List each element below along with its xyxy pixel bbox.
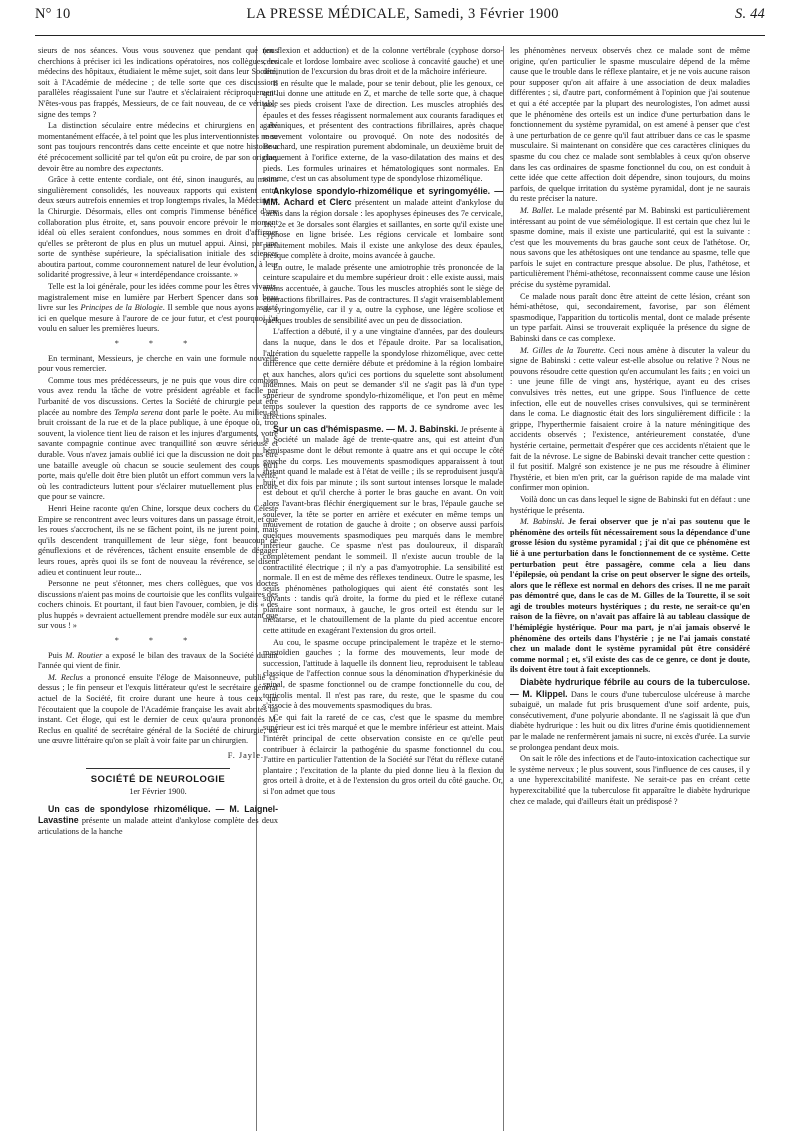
paragraph: M. Gilles de la Tourette. Ceci nous amène à discuter la valeur du signe de Babinski : cette valeur est-elle absolue ou relative ? Nous ne pouvons résoudre cette question qu'en accumulant les faits ; en voici un : une jeune fille de vingt ans, hystérique, ayant eu des crises convulsives très nettes, eut une grippe. Sous l'influence de cette infection, elle eut de nouvelles crises convulsives, qui se terminèrent dans le coma. Le diagnostic était des lors singulièrement difficile : la grippe, l'hyperthermie faisaient croire à la nature méningitique des accidents observés ; l'existence, antérieurement constatée, d'une hystérie certaine, permettait d'espérer que ces accidents n'étaient que le fait de la névrose. Le signe de Babinski devait trancher cette question : il fut positif. Malgré son existence je ne pus me résoudre à éliminer l'hystérie, et bien m'en prit, car la guérison rapide de ma malade vint confirmer mon opinion. <box>510 345 750 493</box>
paragraph: Telle est la loi générale, pour les idées comme pour les êtres vivants, magistralement mise en lumière par Herbert Spencer dans son beau livre sur les Principes de la Biologie. Il semble que nous ayons assisté ici en quelque mesure à l'aurore de ce jour futur, et c'est pourquoi j'ai voulu en saluer les premières lueurs. <box>38 282 278 334</box>
paragraph: L'affection a débuté, il y a une vingtaine d'années, par des douleurs dans la nuque, dans le dos et l'épaule droite. Par sa localisation, l'altération du squelette rappelle la spondylose rhizomélique, avec cette différence que cette dernière débute et prédomine à la région lombaire et aux hanches, alors qu'ici ces portions du squelette sont absolument indemnes. Mais on peut se demander s'il ne s'agit pas là d'un type supérieur de syndrome spondylo-rhizomélique, et l'on peut en même temps soulever la question des rapports de ce syndrome avec les affections spinales. <box>263 327 503 422</box>
paragraph: Personne ne peut s'étonner, mes chers collègues, que vos doctes discussions n'aient pas moins de courtoisie que les conflits vulgaires des cochers chinois. Et pourtant, il faut bien l'avouer, combien, je dis « des plus huppés » devraient actuellement prendre modèle sur eux autant que sur vous ! » <box>38 579 278 631</box>
column-2 <box>263 46 503 1136</box>
paragraph: Comme tous mes prédécesseurs, je ne puis que vous dire combien vous avez rendu la tâche de votre président agréable et facile par l'urbanité de vos discussions. Certes la Société de chirurgie peut être placée au nombre des Templa serena dont parle le poète. Au milieu du bruit croissant de la rue et de la place publique, à une époque où, trop souvent, la violence tient lieu de raison et les injures d'arguments, votre savante compagnie continue avec tranquillité son œuvre sérieuse et durable. Vous n'avez jamais oublié ici que la discussion ne doit pas être une bataille aveugle où chacun se soucie seulement des coups qu'il porte, mais qu'elle doit être bien plutôt un effort commun vers la vérité, où les contradicteurs luttent pour s'éclairer mutuellement plus encore que pour se vaincre. <box>38 375 278 502</box>
paragraph: En terminant, Messieurs, je cherche en vain une formule nouvelle pour vous remercier. <box>38 353 278 374</box>
paragraph: On sait le rôle des infections et de l'auto-intoxication cachectique sur le système nerveux ; le plus souvent, sous l'influence de ces causes, il y a une hyperexcitabilité manifeste. Ne serait-ce pas en créant cette hyperexcitabilité que la tuberculose fit apparaître le diabète hydrurique chez ce malade, qui d'ailleurs était un prédisposé ? <box>510 754 750 806</box>
masthead-title: LA PRESSE MÉDICALE, Samedi, 3 Février 1900 <box>246 6 559 22</box>
paragraph: (en flexion et adduction) et de la colonne vertébrale (cyphose dorso-cervicale et lordose lombaire avec scoliose à concavité gauche) et une diminution de l'excursion du bras droit et de la mâchoire inférieure. <box>263 46 503 77</box>
paragraph: M. Ballet. Le malade présenté par M. Babinski est particulièrement intéressant au point de vue séméiologique. Il est certain que chez lui le spasme domine, mais il existe une particularité, qui est la suivante : c'est que les mouvements du bras gauche sont ceux de l'athétose. Or, nous savons que les athétosiques ont une tendance au spasme, telle que parfois le sujet en contracture presque absolue. De plus, l'athétose, et particulièrement l'hémi-athétose, reconnaissent comme cause une lésion précise du système pyramidal. <box>510 205 750 290</box>
paragraph: Il en résulte que le malade, pour se tenir debout, plie les genoux, ce qui lui donne une attitude en Z, et marche de telle sorte que, à chaque pas, ses pieds croisent l'axe de direction. Les muscles atrophiés des épaules et des fesses réagissent normalement aux courants faradiques et galvaniques, et présentent des contractions fibrillaires, après chaque mouvement volontaire ou provoqué. On note des nodosités de Bouchard, une respiration purement abdominale, un deuxième bruit de claquement à l'orifice externe, de la vaso-dilatation des mains et des pieds. Les formules urinaires et hématologiques sont normales. En somme, c'est un cas absolument type de spondylose rhizomélique. <box>263 78 503 184</box>
issue-number: N° 10 <box>35 6 71 22</box>
paragraph: M. Reclus a prononcé ensuite l'éloge de Maisonneuve, publié ci-dessus ; le fin penseur et l'exquis littérateur qu'est le secrétaire général actuel de la Société, fit croire durant une heure à tous ceux qui l'écoutaient que la coupole de l'Académie française les avait abrités un instant. Cet éloge, qui est le dernier de ceux qu'aura prononcés M. Reclus en qualité de secrétaire général de la Société de chirurgie, est une œuvre littéraire qu'on se plaît à voir faite par un chirurgien. <box>38 672 278 746</box>
section-stars: * * * <box>114 636 202 646</box>
section-heading: SOCIÉTÉ DE NEUROLOGIE <box>90 773 226 785</box>
paragraph: M. Babinski. Je ferai observer que je n'ai pas soutenu que le phénomène des orteils fût nécessairement sous la dépendance d'une grosse lésion du système pyramidal ; j'ai dit que ce phénomène est lié à une perturbation dans le fonctionnement de ce système. Cette perturbation peut être passagère, comme cela a lieu dans l'épilepsie, où pendant la crise on peut observer le signe des orteils, alors que le réflexe est normal en dehors des crises. Il ne me paraît pas démontré que, dans le cas de M. Gilles de la Tourette, il se soit agi de troubles moteurs hystériques ; du reste, ne serait-ce qu'en raison de la fièvre, on n'avait pas affaire là au tableau classique de l'hémiplégie hystérique. Pour ma part, je n'ai jamais observé le phénomène des orteils dans l'hystérie ; je ne l'ai jamais constaté chez un malade dont le système pyramidal pût être considéré comme normal ; et, s'il existe des cas de ce genre, ce dont je doute, ils doivent être tout à fait exceptionnels. <box>510 517 750 675</box>
paragraph: Un cas de spondylose rhizomélique. — M. Laignel-Lavastine présente un malade atteint d'ankylose complète des deux articulations de la hanche <box>38 803 278 836</box>
section-divider <box>86 768 230 769</box>
section-stars: * * * <box>114 339 202 349</box>
paragraph: les phénomènes nerveux observés chez ce malade sont de même origine, qu'en particulier le spasme musculaire dépend de la même cause que le trouble dans le réflexe plantaire, et je ne vois aucune raison pour supposer qu'on ait affaire à une association de deux maladies différentes ; si, d'autre part, conformément à l'opinion que j'ai soutenue et qui a été acceptée par la plupart des neurologistes, l'on admet aussi que le phénomène des orteils est un indice d'une perturbation dans le fonctionnement du système pyramidal, on est amené à penser que c'est à une perturbation de ce genre qu'il faut attribuer dans ce cas le spasme musculaire. Si maintenant on considère que ces caractères cliniques du spasme du cou chez ce malade sont semblables à ceux qu'on observe dans les cas ordinaires de spasme fonctionnel du cou, on est conduit à cette idée que cette affection doit dépendre, sinon toujours, du moins parfois, de quelque irritation du système pyramidal, dont je ne saurais du reste préciser la nature. <box>510 46 750 204</box>
page-number: S. 44 <box>735 6 765 22</box>
column-divider <box>503 46 504 1131</box>
paragraph: Puis M. Routier a exposé le bilan des travaux de la Société durant l'année qui vient de finir. <box>38 650 278 671</box>
paragraph: Henri Heine raconte qu'en Chine, lorsque deux cochers du Céleste Empire se rencontrent avec leurs voitures dans un passage étroit, et que les roues s'accrochent, ils ne se fâchent point, ils ne jurent point, mais qu'ils descendent tranquillement de leur siège, font beaucoup de génuflexions et de révérences, tâchent ensuite ensemble de dégager leurs roues, après quoi ils se font de nouveau la révérence, se disent adieu et continuent leur route... <box>38 503 278 577</box>
paragraph: Voilà donc un cas dans lequel le signe de Babinski fut en défaut : une hystérique le présenta. <box>510 494 750 515</box>
author-signature: F. Jayle. <box>227 751 264 760</box>
paragraph: Ankylose spondylo-rhizomélique et syringomyélie. — MM. Achard et Clerc présentent un malade atteint d'ankylose du rachis dans la région dorsale : les apophyses épineuses des 7e cervicale, 1re, 2e et 3e dorsales sont élargies et saillantes, en sorte qu'il existe une cyphose en ligne brisée. Les régions cervicale et lombaire sont parfaitement mobiles. Mais il existe une ankylose des deux épaules, presque complète à droite, moins avancée à gauche. <box>263 185 503 261</box>
paragraph: La distinction séculaire entre médecins et chirurgiens en a été momentanément effacée, à tel point que les plus interventionnistes ne se sont pas toujours rencontrés dans cette enceinte et que notre histoire a été précocement sollicité par tel qu'on eût pu croire, de par son origine, devoir être au nombre des expectants. <box>38 121 278 173</box>
paragraph: Sur un cas d'hémispasme. — M. J. Babinski. Je présente à la Société un malade âgé de trente-quatre ans, qui est atteint d'un hémispasme dont le début remonte à quatre ans et qui occupe le côté gauche du corps. Les mouvements spasmodiques apparaissent à tout instant quand le malade est à l'état de veille ; ils se reproduisent jusqu'à huit et dix fois par minute ; ils sont surtout intenses lorsque le malade est debout et qu'il cherche à porter le bras gauche en avant. On voit alors l'avant-bras fléchir énergiquement sur le bras, l'épaule gauche se soulever, la tête se porter en arrière et exécuter en même temps un mouvement de rotation de gauche à droite ; on observe aussi parfois quelques mouvements spasmodiques peu marqués dans le membre inférieur gauche. Ce spasme n'est pas douloureux, il disparaît complètement pendant le sommeil. Il n'existe aucun trouble de la contractilité électrique ; il n'y a pas d'amyotrophie. La sensibilité est normale. Il en est de même des réflexes tendineux. Outre le spasme, les seuls phénomènes pathologiques qui aient été constatés sont les suivants : tandis qu'à droite, la forme du pied et le réflexe cutané plantaire sont normaux, à gauche, le gros orteil est étendu sur le métatarse, et le chatouillement de la plante du pied accentue encore cette attitude en exagérant l'extension du gros orteil. <box>263 423 503 636</box>
paragraph: Au cou, le spasme occupe principalement le trapèze et le sterno-mastoïdien gauches ; la forme des mouvements, leur mode de succession, l'attitude à laquelle ils donnent lieu, reproduisent le tableau classique de l'affection connue sous la dénomination d'hyperkinésie du spinal, de spasme fonctionnel ou de crampe fonctionnelle du cou, de torticolis mental. Il n'est pas rare, du reste, que le spasme du cou s'associe à des mouvements spasmodiques du bras. <box>263 637 503 711</box>
paragraph: Ce qui fait la rareté de ce cas, c'est que le spasme du membre supérieur est ici très marqué et que le membre inférieur est atteint. Mais l'intérêt principal de cette observation consiste en ce qu'elle peut contribuer à éclaircir la pathogénie du spasme fonctionnel du cou. J'attire en particulier l'attention de la Société sur l'état du réflexe cutané plantaire ; l'excitation de la plante du pied donne lieu à la flexion du gros orteil à droite, et à de l'extension du gros orteil du côté gauche. Or, si l'on admet que tous <box>263 712 503 796</box>
paragraph: Ce malade nous paraît donc être atteint de cette lésion, créant son hémi-athétose, qui, secondairement, favorise, par son élément spasmodique, l'apparition du torticolis mental, dont ce malade présente un type parfait. Ainsi se trouverait expliquée la présence du signe de Babinski dans ce cas complexe. <box>510 291 750 344</box>
paragraph: Grâce à cette entente cordiale, ont été, sinon inaugurés, au moins singulièrement consolidés, les nouveaux rapports qui existent entre deux sœurs autrefois ennemies et trop longtemps rivales, la Médecine et la Chirurgie. Désormais, elles ont compris l'immense bénéfice d'une collaboration plus étroite, et, sans pouvoir encore prévoir le moment idéal où elles seraient confondues, nous sommes en droit d'affirmer qu'elles se prêteront de plus en plus un mutuel appui. Ainsi, par une sorte de synthèse supérieure, la spécialisation initiale des sciences aboutira partout, comme couronnement naturel de leur évolution, à leur solidarité progressive, à leur « interdépendance croissante. » <box>38 175 278 280</box>
paragraph: sieurs de nos séances. Vous vous souvenez que pendant que nous cherchions à préciser ici les indications opératoires, nos collègues, les médecins des hôpitaux, étudiaient le même sujet, soit dans leur Société, soit à l'Académie de médecine ; de telle sorte que ces discussions parallèles réagissaient l'une sur l'autre et s'éclairaient réciproquement. N'êtes-vous pas frappés, Messieurs, de ce fait nouveau, de ce véritable signe des temps ? <box>38 46 278 119</box>
column-3 <box>510 46 750 1136</box>
header-rule <box>35 35 765 36</box>
section-date: 1er Février 1900. <box>129 787 187 797</box>
paragraph: Diabète hydrurique fébrile au cours de la tuberculose. — M. Klippel. Dans le cours d'une tuberculose ulcéreuse à marche subaiguë, un malade fut pris brusquement d'une soif ardente, puis, consécutivement, d'une polyurie abondante. Il ne s'agissait là que d'un diabète hydrurique : les huit ou dix litres d'urine émis quotidiennement par le malade ne renfermèrent jamais ni sucre, ni excès d'urée. La survie se prolongea pendant deux mois. <box>510 677 750 752</box>
column-1 <box>38 46 278 1136</box>
page-header <box>35 6 765 34</box>
paragraph: En outre, le malade présente une amiotrophie très prononcée de la ceinture scapulaire et du membre supérieur droit : elle existe aussi, mais moins accentuée, à gauche. Tous les muscles atrophiés sont le siège de contractions fibrillaires. Pas de contractures. Il s'agit vraisemblablement de syringomyélie, car il y a, outre la cyphose, une légère scoliose et quelques troubles de sensibilité avec un peu de dissociation. <box>263 262 503 325</box>
